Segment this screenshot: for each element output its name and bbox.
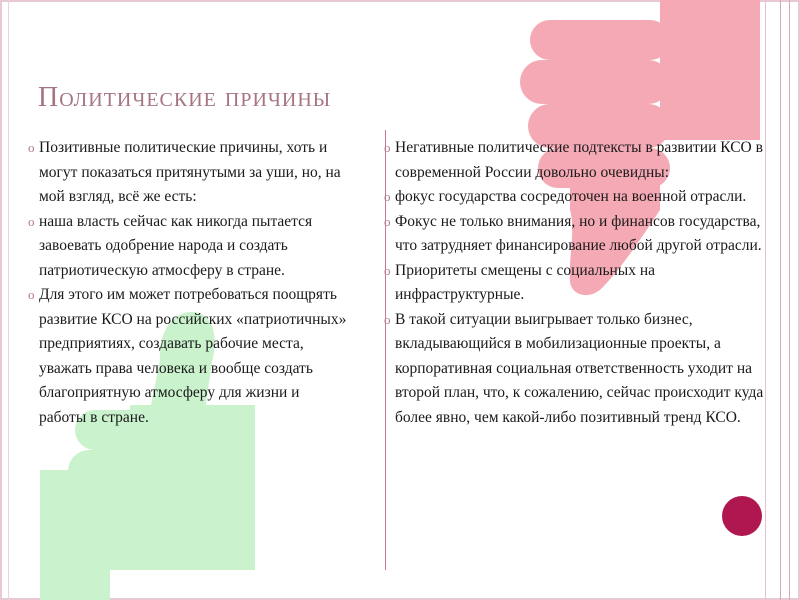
list-item: o фокус государства сосредоточен на военной отрасли. [384, 185, 769, 210]
list-item: o Для этого им может потребоваться поощрять развитие КСО на российских «патриотичных» предприятиях, создавать рабочие места, уважать права человека и вообще создать благоприятную атмосферу для жизни и работы в стране. [28, 283, 350, 430]
right-column [384, 136, 769, 430]
accent-circle [722, 496, 762, 536]
frame-line-right [780, 0, 790, 600]
frame-line-left [8, 0, 13, 600]
list-item: o Фокус не только внимания, но и финансов государства, что затрудняет финансирование любой другой отрасли. [384, 210, 769, 259]
left-column [28, 136, 350, 430]
list-item: o Приоритеты смещены с социальных на инфраструктурные. [384, 259, 769, 308]
list-item: o Позитивные политические причины, хоть и могут показаться притянутыми за уши, но, на мой взгляд, всё же есть: [28, 136, 350, 210]
list-item: o Негативные политические подтексты в развитии КСО в современной России довольно очевидны: [384, 136, 769, 185]
list-item: o В такой ситуации выигрывает только бизнес, вкладывающийся в мобилизационные проекты, а корпоративная социальная ответственность уходит на второй план, что, к сожалению, сейчас происходит куда более явно, чем какой-либо позитивный тренд КСО. [384, 308, 769, 431]
list-item: o наша власть сейчас как никогда пытается завоевать одобрение народа и создать патриотическую атмосферу в стране. [28, 210, 350, 284]
slide-title: Политические причины [38, 82, 332, 113]
